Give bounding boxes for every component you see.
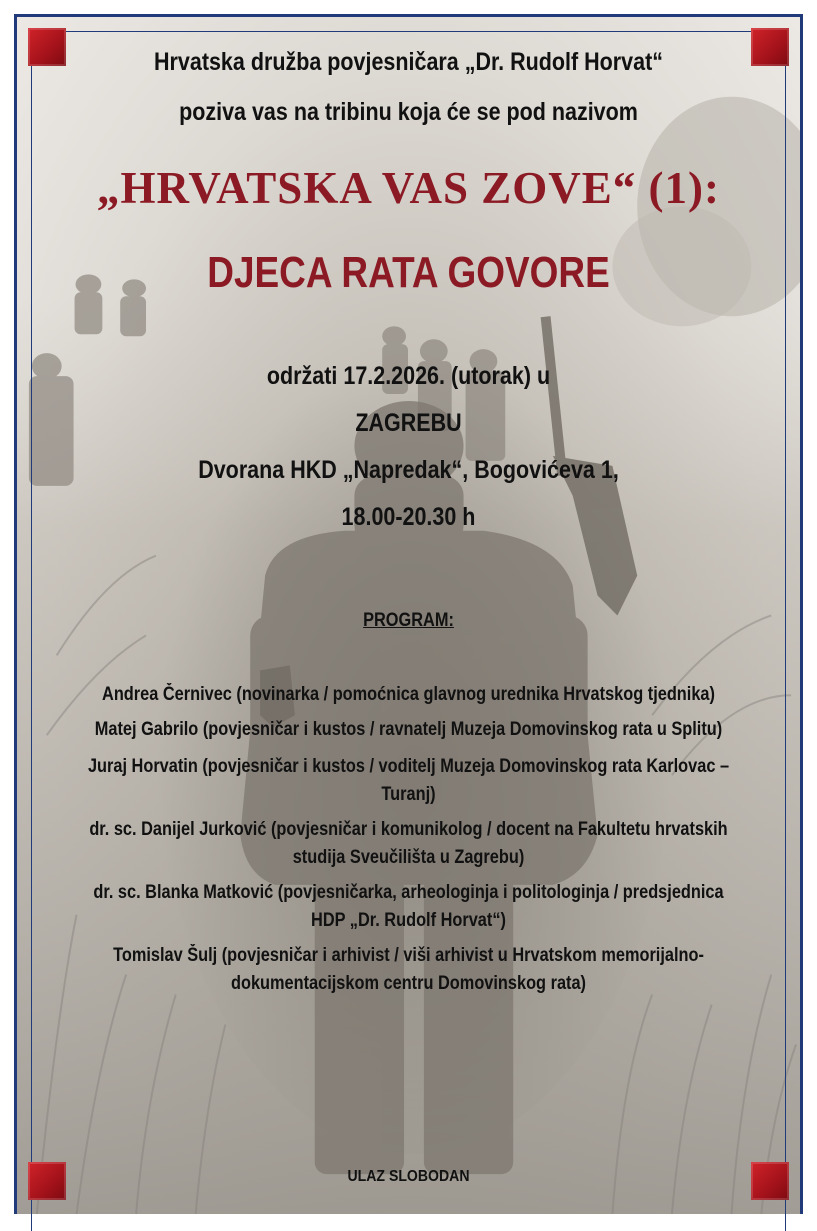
event-venue: Dvorana HKD „Napredak“, Bogovićeva 1, [198, 456, 619, 484]
speaker-line: Matej Gabrilo (povjesničar i kustos / ravnatelj Muzeja Domovinskog rata u Splitu) [94, 719, 723, 740]
entry-note: ULAZ SLOBODAN [347, 1168, 470, 1185]
event-title: „HRVATSKA VAS ZOVE“ (1): [97, 163, 720, 213]
speaker-line-continued: dokumentacijskom centru Domovinskog rata) [230, 973, 587, 994]
speaker-line: Andrea Černivec (novinarka / pomoćnica glavnog urednika Hrvatskog tjednika) [102, 684, 715, 705]
speaker-line-continued: HDP „Dr. Rudolf Horvat“) [311, 910, 506, 931]
speaker-line: dr. sc. Blanka Matković (povjesničarka, arheologinja i politologinja / predsjednica [93, 882, 724, 903]
program-heading: PROGRAM: [363, 610, 454, 631]
speaker-line-continued: Turanj) [381, 784, 436, 805]
speaker-line-continued: studija Sveučilišta u Zagrebu) [292, 847, 525, 868]
organizer-line: Hrvatska družba povjesničara „Dr. Rudolf Horvat“ [154, 48, 663, 76]
event-city: ZAGREBU [355, 409, 462, 437]
event-subtitle: DJECA RATA GOVORE [207, 248, 610, 297]
event-time: 18.00-20.30 h [341, 503, 476, 531]
speaker-line: Juraj Horvatin (povjesničar i kustos / voditelj Muzeja Domovinskog rata Karlovac – [87, 756, 730, 777]
speaker-line: dr. sc. Danijel Jurković (povjesničar i komunikolog / docent na Fakultetu hrvatskih [89, 819, 728, 840]
event-date: održati 17.2.2026. (utorak) u [266, 362, 551, 390]
speaker-line: Tomislav Šulj (povjesničar i arhivist / viši arhivist u Hrvatskom memorijalno- [113, 945, 704, 966]
invitation-line: poziva vas na tribinu koja će se pod nazivom [179, 98, 638, 126]
